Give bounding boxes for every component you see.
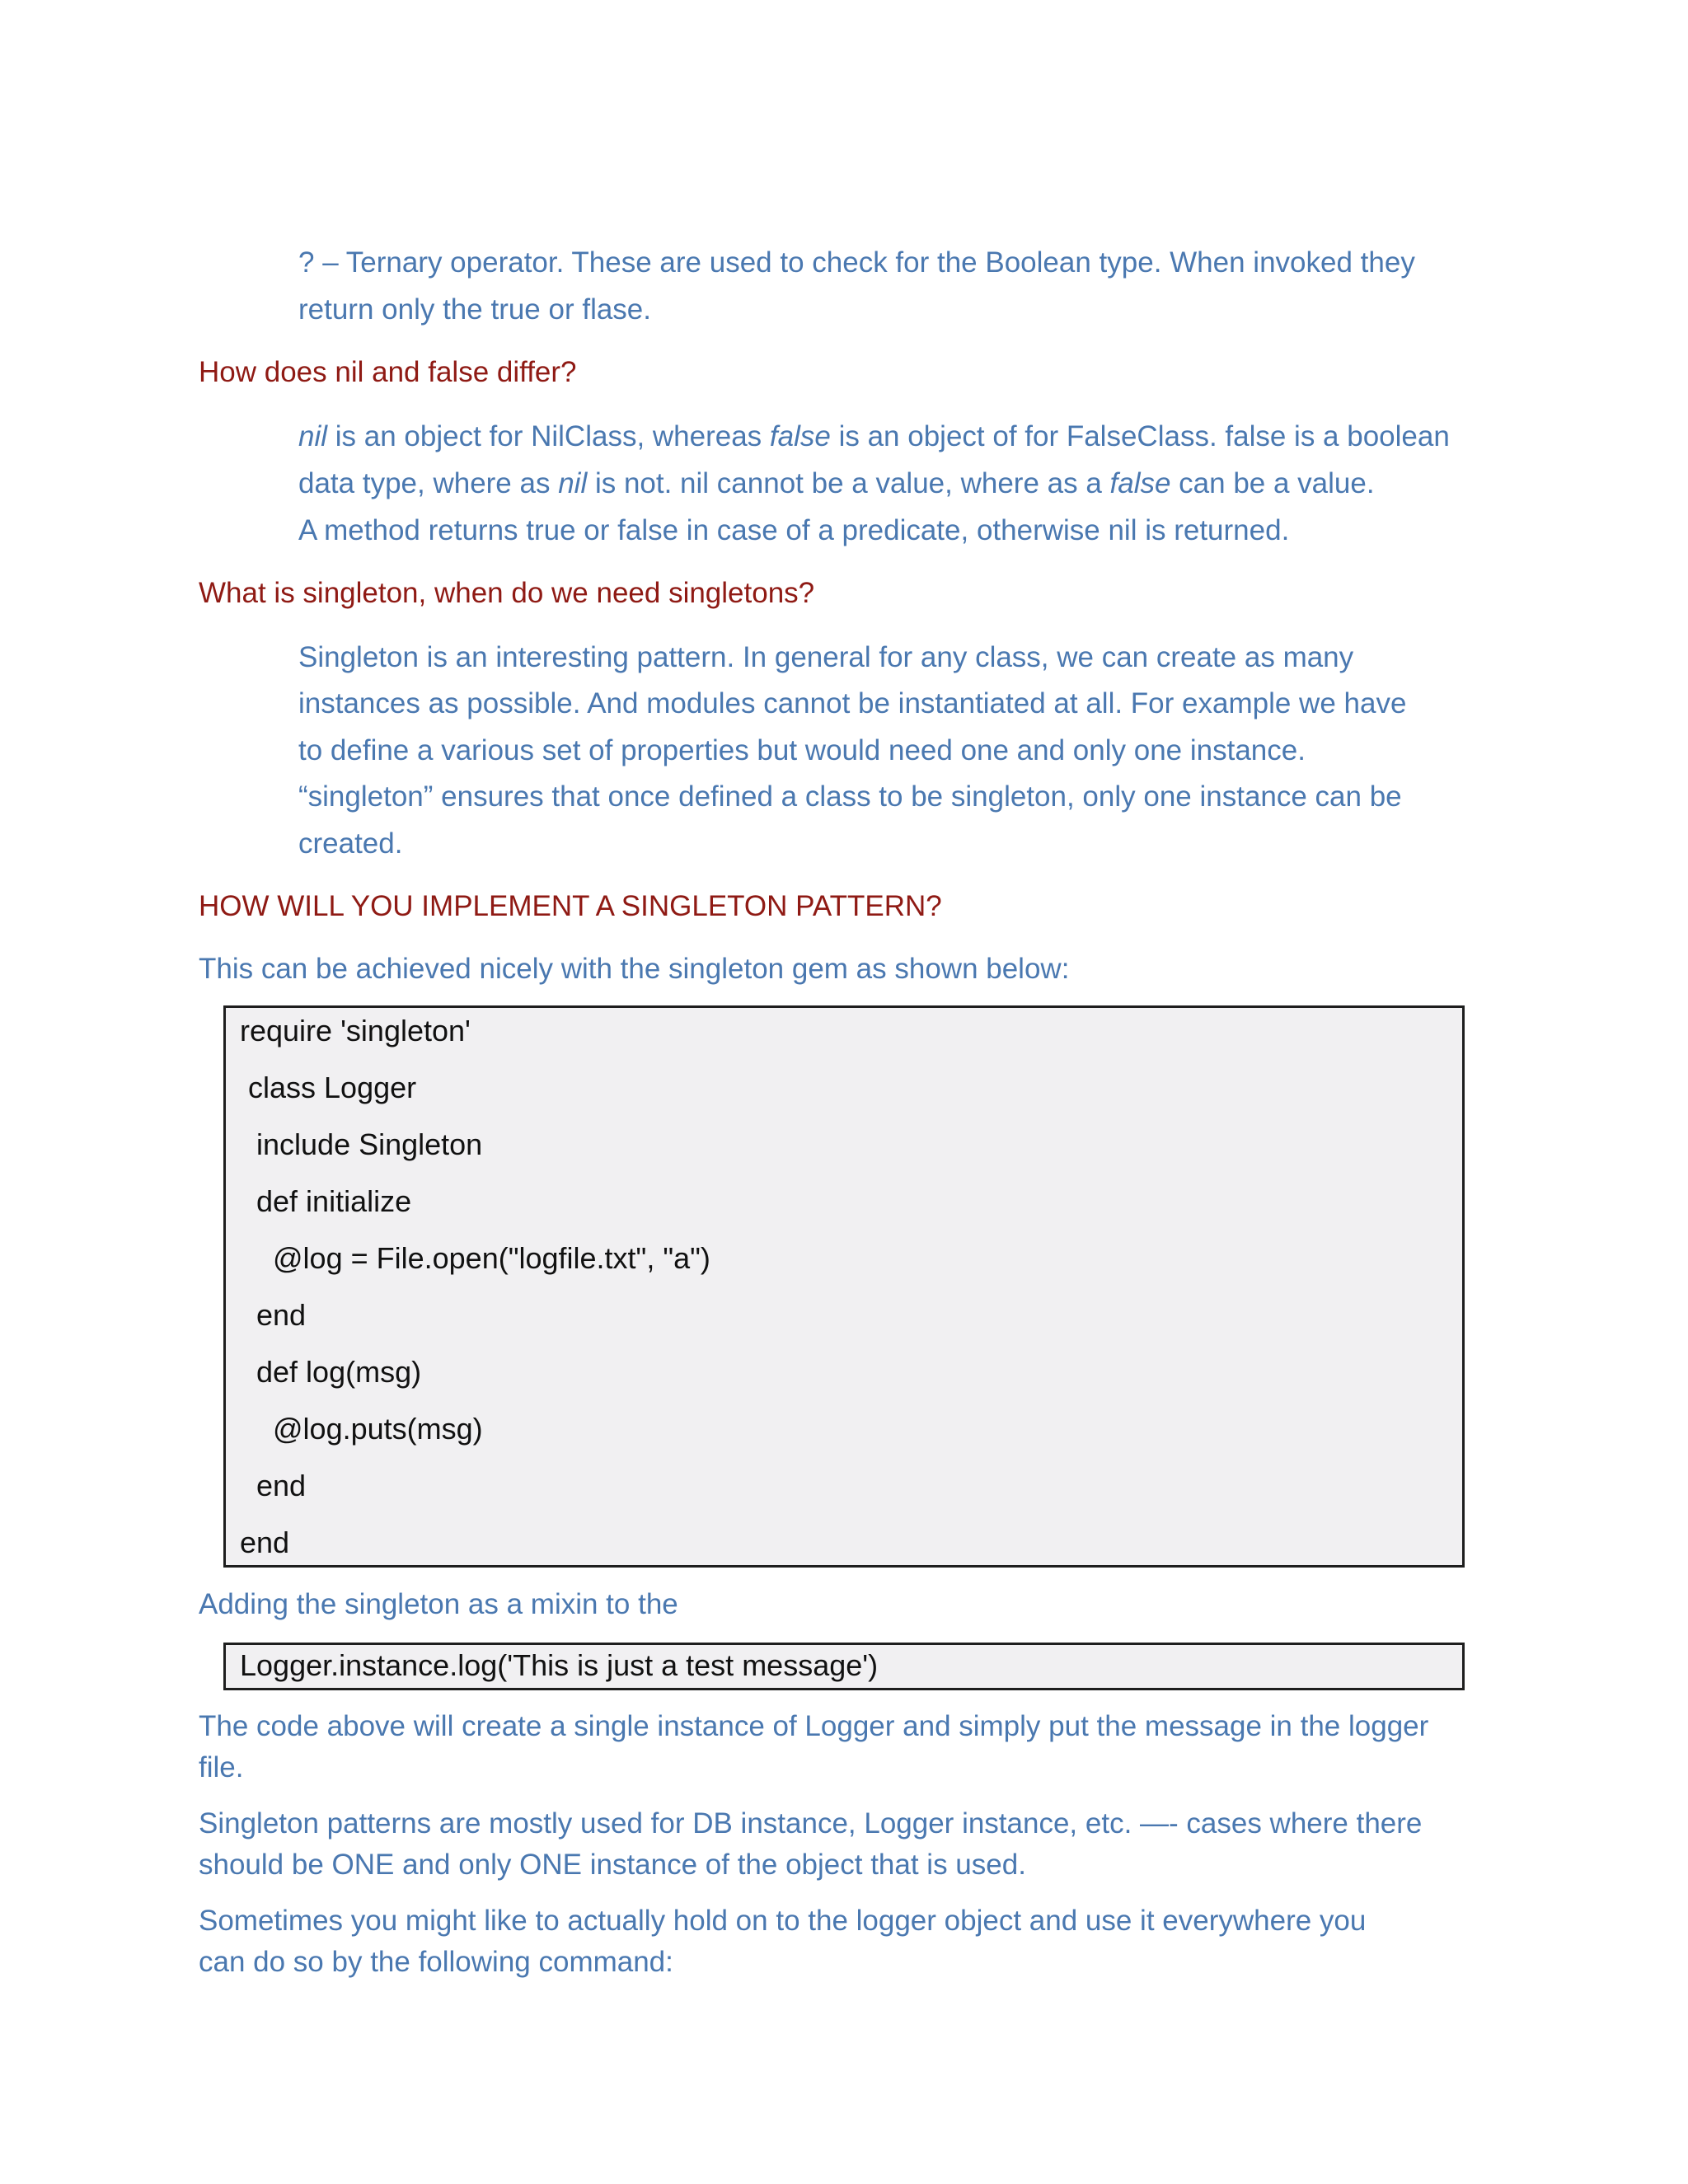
nil-term: nil (558, 467, 588, 499)
para-sometimes-line-1: Sometimes you might like to actually hold on to the logger object and use it everywhere you (199, 1905, 1367, 1937)
text-span: is an object for NilClass, whereas (327, 420, 770, 452)
heading-nil-false: How does nil and false differ? (199, 356, 577, 388)
code-line: Logger.instance.log('This is just a test message') (240, 1648, 879, 1682)
text-span: is not. nil cannot be a value, where as a (587, 467, 1110, 499)
para-patterns-line-1: Singleton patterns are mostly used for DB instance, Logger instance, etc. —- cases where there (199, 1807, 1423, 1840)
code-line: end (240, 1526, 290, 1559)
code-line: def initialize (240, 1184, 412, 1218)
code-line: @log = File.open("logfile.txt", "a") (240, 1241, 710, 1275)
text-span: data type, where as (298, 467, 559, 499)
nil-false-line-1 (298, 418, 1450, 456)
nil-false-line-2 (298, 465, 1375, 503)
singleton-line-5: created. (298, 827, 403, 860)
code-line: def log(msg) (240, 1355, 422, 1389)
code-line: @log.puts(msg) (240, 1412, 483, 1446)
mixin-text: Adding the singleton as a mixin to the (199, 1588, 678, 1620)
singleton-line-4: “singleton” ensures that once defined a class to be singleton, only one instance can be (298, 780, 1402, 813)
text-span: can be a value. (1170, 467, 1375, 499)
nil-term: nil (298, 420, 328, 452)
code-line: class Logger (240, 1071, 417, 1104)
ternary-line-1: ? – Ternary operator. These are used to check for the Boolean type. When invoked they (298, 246, 1415, 279)
code-line: include Singleton (240, 1127, 483, 1161)
para-code-above-line-2: file. (199, 1751, 244, 1783)
heading-singleton: What is singleton, when do we need singletons? (199, 577, 815, 609)
code-line: require 'singleton' (240, 1014, 471, 1047)
text-span: is an object of for FalseClass. false is a boolean (830, 420, 1450, 452)
para-sometimes-line-2: can do so by the following command: (199, 1946, 673, 1978)
singleton-line-2: instances as possible. And modules cannot be instantiated at all. For example we have (298, 687, 1407, 719)
false-term: false (1109, 467, 1171, 499)
implement-intro: This can be achieved nicely with the singleton gem as shown below: (199, 953, 1070, 985)
heading-implement: HOW WILL YOU IMPLEMENT A SINGLETON PATTERN? (199, 890, 942, 922)
para-code-above-line-1: The code above will create a single instance of Logger and simply put the message in the logger (199, 1710, 1429, 1742)
ternary-line-2: return only the true or flase. (298, 293, 651, 326)
singleton-line-3: to define a various set of properties but would need one and only one instance. (298, 734, 1306, 766)
code-line: end (240, 1298, 307, 1332)
code-line: end (240, 1469, 307, 1502)
singleton-line-1: Singleton is an interesting pattern. In general for any class, we can create as many (298, 641, 1354, 673)
para-patterns-line-2: should be ONE and only ONE instance of the object that is used. (199, 1849, 1026, 1881)
nil-false-line-3: A method returns true or false in case of a predicate, otherwise nil is returned. (298, 514, 1290, 546)
false-term: false (769, 420, 831, 452)
